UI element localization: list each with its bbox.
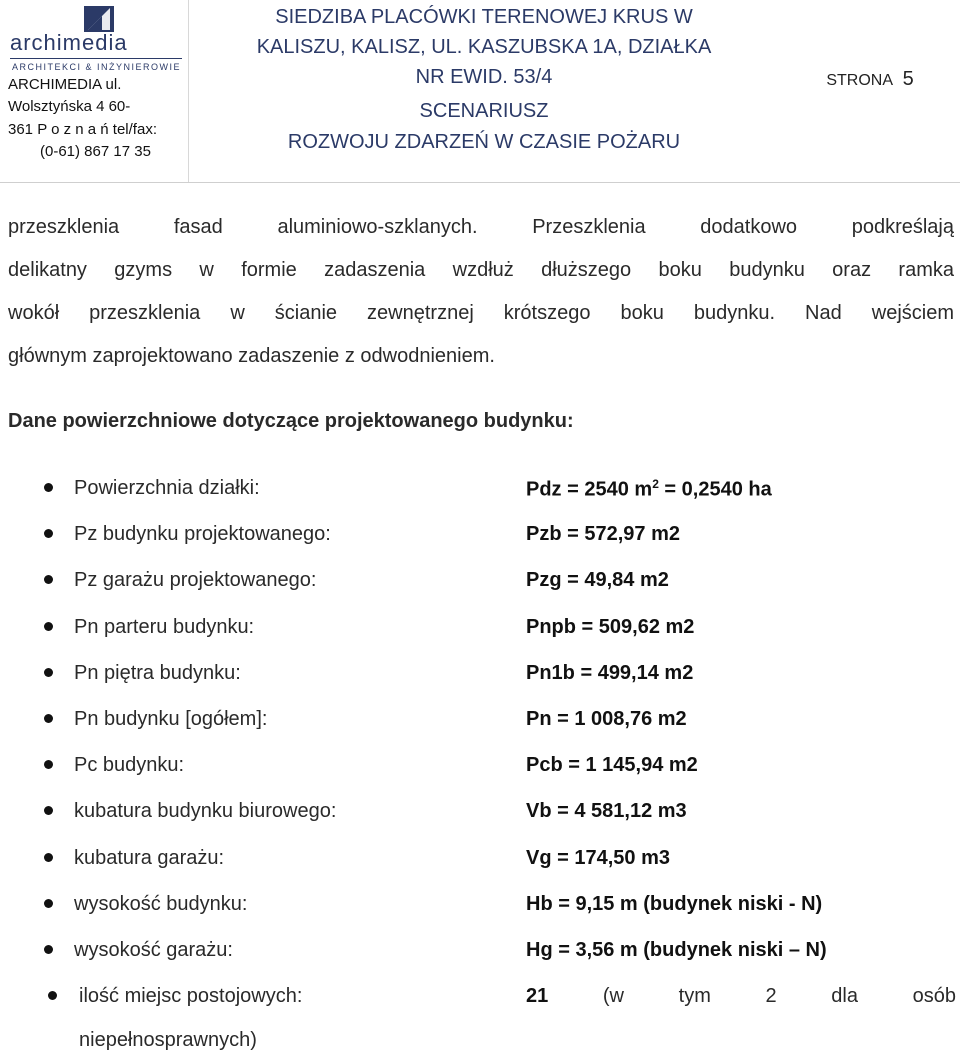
address-line: Wolsztyńska 4 60- bbox=[8, 98, 131, 115]
paragraph-line: wokół przeszklenia w ścianie zewnętrznej krótszego boku budynku. Nad wejściem bbox=[8, 302, 954, 324]
intro-paragraph bbox=[8, 206, 954, 378]
item-value: Pzb = 572,97 m2 bbox=[526, 523, 680, 546]
list-item bbox=[0, 606, 960, 652]
logo-divider bbox=[10, 58, 182, 59]
bullet-icon bbox=[44, 483, 53, 492]
bullet-icon bbox=[44, 945, 53, 954]
document-title-block bbox=[188, 0, 780, 182]
list-item bbox=[0, 883, 960, 929]
scenario-title: SCENARIUSZ bbox=[419, 100, 549, 122]
building-data-list bbox=[0, 467, 960, 1021]
page-number-block bbox=[780, 68, 960, 91]
item-value: Pnpb = 509,62 m2 bbox=[526, 615, 695, 638]
page-number: 5 bbox=[902, 68, 914, 90]
list-item bbox=[0, 698, 960, 744]
item-value: Pzg = 49,84 m2 bbox=[526, 569, 669, 592]
title-line: NR EWID. 53/4 bbox=[415, 66, 553, 88]
item-value: Pcb = 1 145,94 m2 bbox=[526, 754, 698, 777]
item-value: Vb = 4 581,12 m3 bbox=[526, 800, 687, 823]
value-word: tym bbox=[678, 985, 711, 1008]
item-label: wysokość budynku: bbox=[74, 892, 248, 915]
address-line: 361 P o z n a ń tel/fax: bbox=[8, 121, 157, 138]
item-value bbox=[526, 985, 956, 1008]
bullet-icon bbox=[44, 714, 53, 723]
list-item bbox=[0, 513, 960, 559]
title-line: SIEDZIBA PLACÓWKI TERENOWEJ KRUS W bbox=[275, 6, 693, 28]
item-value: Pdz = 2540 $m^2 = 0,2540$ ha bbox=[526, 477, 772, 501]
paragraph-line: przeszklenia fasad aluminiowo-szklanych. Przeszklenia dodatkowo podkreślają bbox=[8, 216, 954, 238]
section-heading: Dane powierzchniowe dotyczące projektowanego budynku: bbox=[8, 410, 574, 432]
list-item bbox=[0, 837, 960, 883]
bullet-icon bbox=[44, 622, 53, 631]
item-label: Pn parteru budynku: bbox=[74, 615, 255, 638]
item-value: Pn = 1 008,76 m2 bbox=[526, 707, 687, 730]
item-label: wysokość garażu: bbox=[74, 938, 233, 961]
bullet-icon bbox=[44, 575, 53, 584]
page-header bbox=[0, 0, 960, 183]
list-item bbox=[0, 559, 960, 605]
item-continuation: niepełnosprawnych) bbox=[79, 1029, 257, 1051]
bullet-icon bbox=[44, 668, 53, 677]
item-value: Hg = 3,56 m (budynek niski – N) bbox=[526, 938, 827, 961]
item-value: Hb = 9,15 m (budynek niski - N) bbox=[526, 892, 823, 915]
list-item bbox=[0, 467, 960, 513]
value-word: (w bbox=[602, 985, 624, 1008]
logo-wordmark: archimedia bbox=[10, 30, 128, 55]
item-value: Vg = 174,50 m3 bbox=[526, 846, 670, 869]
company-logo-block bbox=[0, 0, 189, 182]
item-label: Pn piętra budynku: bbox=[74, 661, 241, 684]
item-label: Pn budynku [ogółem]: bbox=[74, 707, 268, 730]
item-label: kubatura budynku biurowego: bbox=[74, 800, 337, 823]
paragraph-line: delikatny gzyms w formie zadaszenia wzdłuż dłuższego boku budynku oraz ramka bbox=[8, 259, 954, 281]
item-label: kubatura garażu: bbox=[74, 846, 225, 869]
list-item bbox=[0, 652, 960, 698]
bullet-icon bbox=[44, 760, 53, 769]
address-line: ARCHIMEDIA ul. bbox=[8, 76, 122, 93]
scenario-subtitle: ROZWOJU ZDARZEŃ W CZASIE POŻARU bbox=[287, 131, 681, 153]
address-phone: (0-61) 867 17 35 bbox=[40, 143, 151, 160]
bullet-icon bbox=[44, 529, 53, 538]
item-value: Pn1b = 499,14 m2 bbox=[526, 661, 694, 684]
item-label: Pc budynku: bbox=[74, 754, 185, 777]
bullet-icon bbox=[48, 991, 57, 1000]
item-label: ilość miejsc postojowych: bbox=[79, 985, 303, 1008]
list-item bbox=[0, 790, 960, 836]
bullet-icon bbox=[44, 806, 53, 815]
page-label: STRONA bbox=[826, 72, 893, 89]
logo-mark-icon bbox=[84, 6, 114, 32]
list-item bbox=[0, 744, 960, 790]
logo-tagline: ARCHITEKCI & INŻYNIEROWIE bbox=[12, 62, 182, 72]
value-word: 2 bbox=[765, 985, 777, 1008]
bullet-icon bbox=[44, 899, 53, 908]
bullet-icon bbox=[44, 853, 53, 862]
value-word: dla bbox=[831, 985, 858, 1008]
paragraph-line: głównym zaprojektowano zadaszenie z odwodnieniem. bbox=[8, 345, 495, 367]
item-label: Pz budynku projektowanego: bbox=[74, 523, 331, 546]
item-label: Pz garażu projektowanego: bbox=[74, 569, 317, 592]
value-word: 21 bbox=[526, 985, 549, 1008]
list-item bbox=[0, 929, 960, 975]
title-line: KALISZU, KALISZ, UL. KASZUBSKA 1A, DZIAŁKA bbox=[256, 36, 712, 58]
value-word: osób bbox=[912, 985, 956, 1008]
list-item bbox=[0, 975, 960, 1021]
item-label: Powierzchnia działki: bbox=[74, 477, 260, 499]
